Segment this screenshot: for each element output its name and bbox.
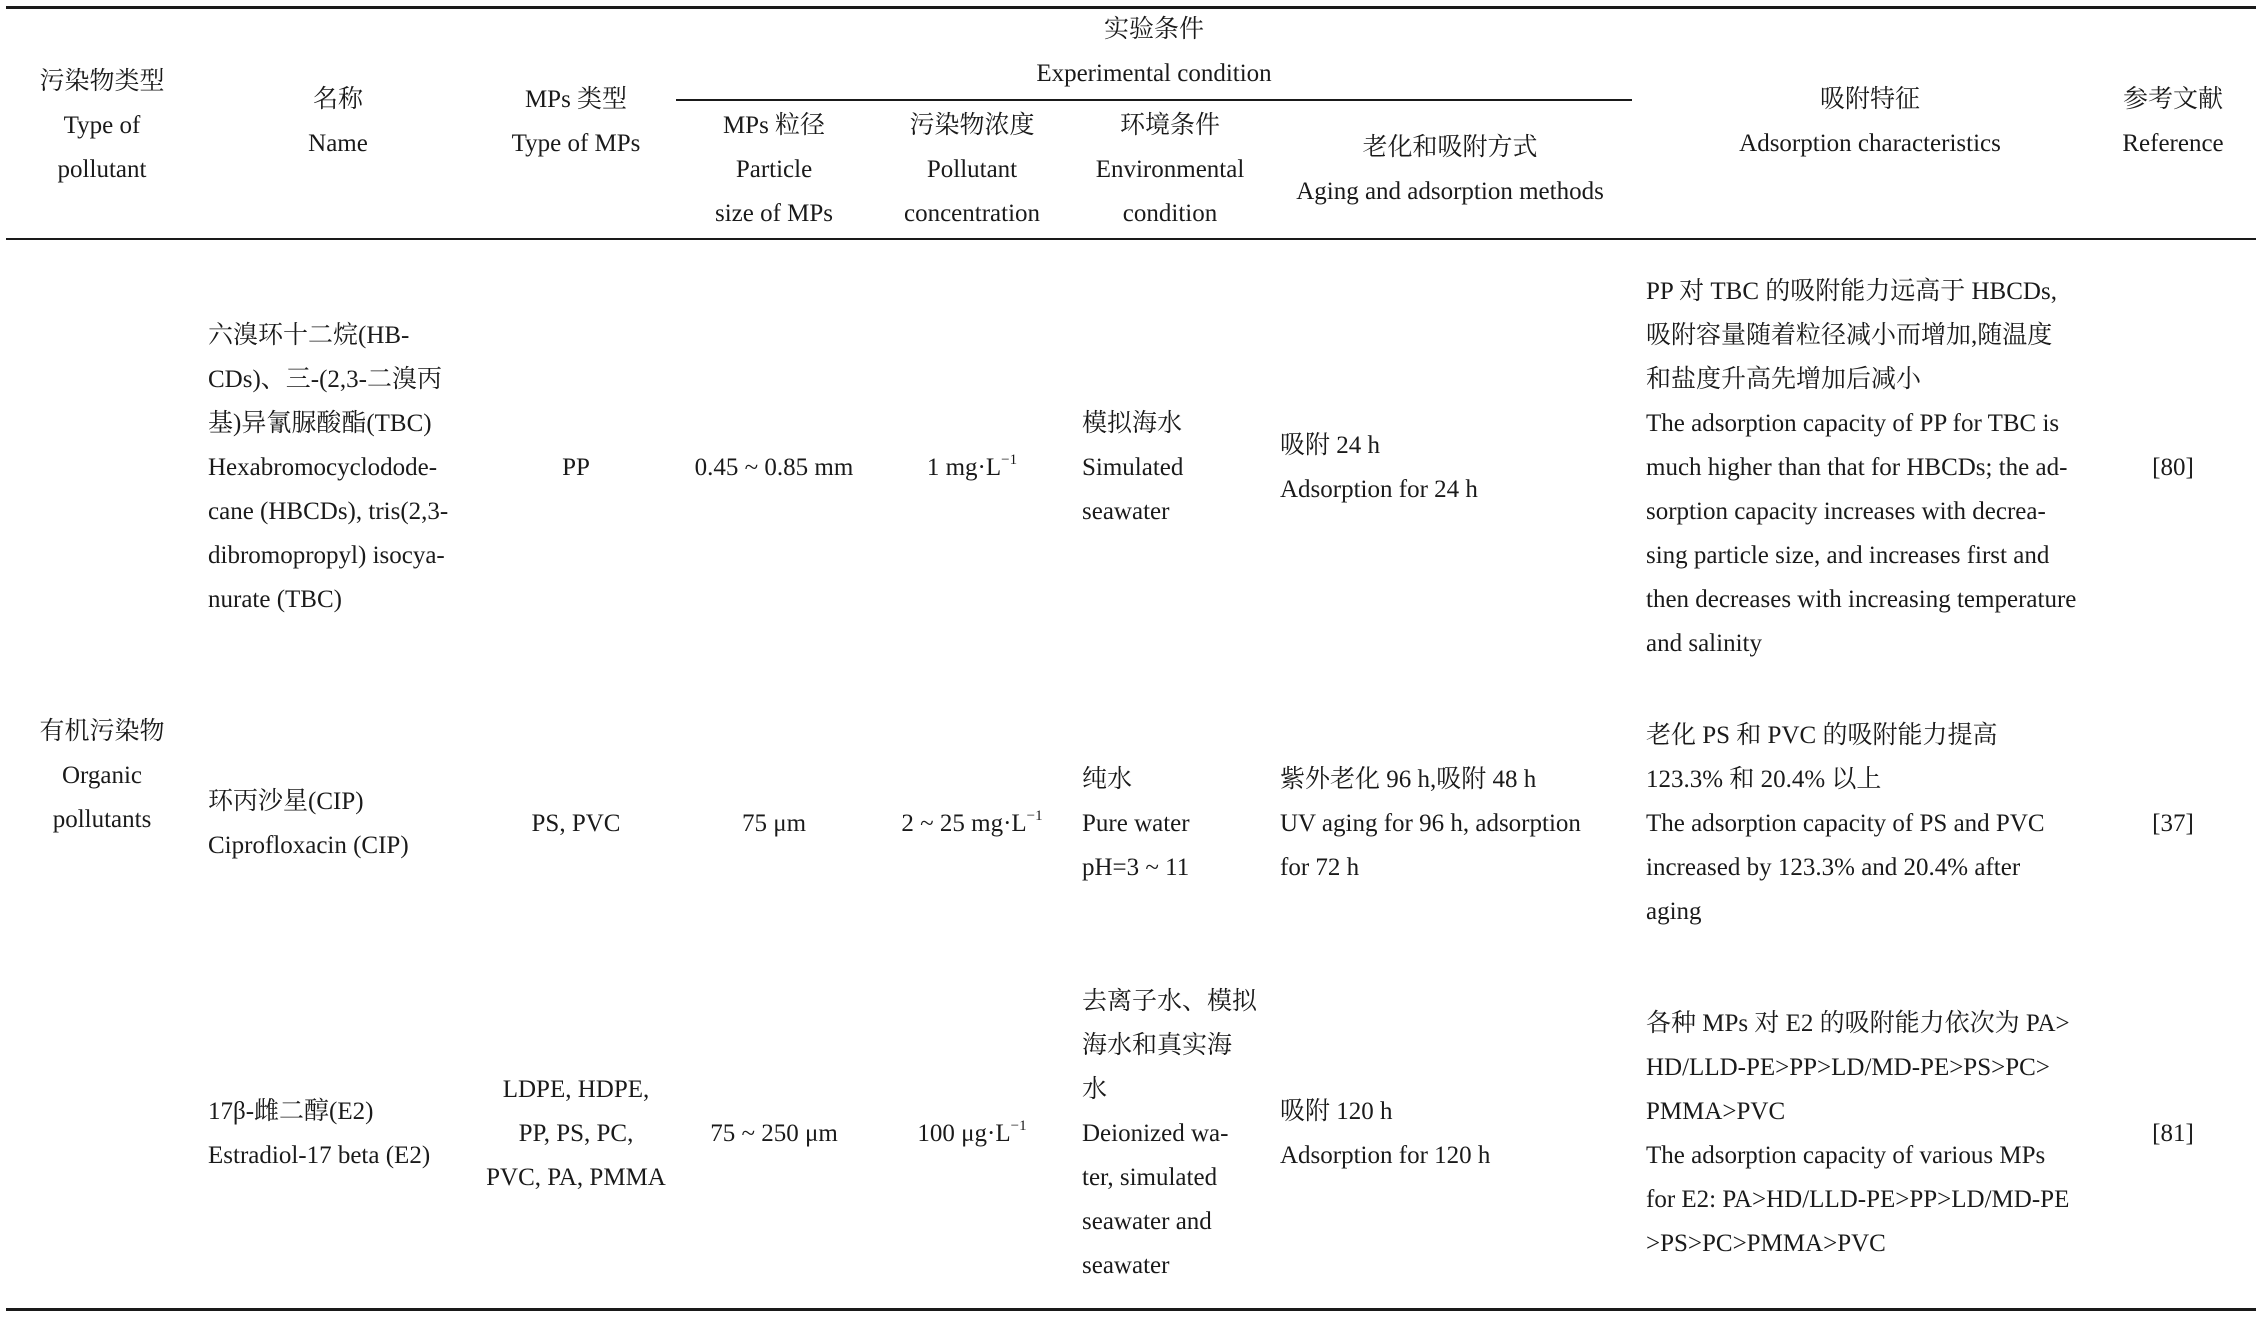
row-2-aging-method: 紫外老化 96 h,吸附 48 h UV aging for 96 h, adsorption for 72 h [1280, 766, 1581, 881]
row-1-environment: 模拟海水 Simulated seawater [1082, 410, 1184, 525]
row-2-reference: [37] [2152, 810, 2194, 837]
row-1-particle-size: 0.45 ~ 0.85 mm [694, 454, 854, 481]
header-rule [6, 238, 2256, 240]
header-environmental-condition: 环境条件 Environmental condition [1095, 112, 1245, 227]
row-1-concentration: 1 $mg\cdot L^{-1}$ [926, 451, 1018, 481]
header-pollutant-concentration: 污染物浓度 Pollutant concentration [903, 112, 1041, 227]
header-mps-type: MPs 类型 Type of MPs [511, 86, 641, 157]
header-reference: 参考文献 Reference [2122, 86, 2224, 157]
row-1-name: 六溴环十二烷(HB- CDs)、三-(2,3-二溴丙 基)异氰脲酸酯(TBC) Hexabromocyclodode- cane (HBCDs), tris(2,3- dibromopropyl) isocya- nurate (TBC) [208, 322, 449, 613]
row-2-particle-size: 75 μm [741, 810, 807, 837]
row-3-reference: [81] [2152, 1120, 2194, 1147]
experimental-condition-rule [676, 99, 1632, 101]
header-particle-size: MPs 粒径 Particle size of MPs [714, 112, 834, 227]
row-1-aging-method: 吸附 24 h Adsorption for 24 h [1280, 432, 1478, 503]
row-2-concentration: 2 ~ 25 $mg\cdot L^{-1}$ [901, 807, 1043, 837]
row-2-name: 环丙沙星(CIP) Ciprofloxacin (CIP) [208, 788, 409, 859]
row-2-adsorption: 老化 PS 和 PVC 的吸附能力提高 123.3% 和 20.4% 以上 The adsorption capacity of PS and PVC increased by 123.3% and 20.4% after aging [1646, 722, 2045, 925]
row-1-mps-type: PP [562, 454, 590, 481]
header-experimental-condition: 实验条件 Experimental condition [1036, 16, 1272, 87]
row-3-environment: 去离子水、模拟 海水和真实海 水 Deionized wa- ter, simulated seawater and seawater [1082, 988, 1258, 1279]
row-1-adsorption: PP 对 TBC 的吸附能力远高于 HBCDs, 吸附容量随着粒径减小而增加,随温度 和盐度升高先增加后减小 The adsorption capacity of PP for TBC is much higher than that for HBCDs; the ad- sorption capacity increases with decrea- sing particle size, and increases first and then decreases with increasing temperature and salinity [1646, 278, 2077, 657]
row-2-mps-type: PS, PVC [531, 810, 621, 837]
header-name: 名称 Name [308, 86, 368, 157]
row-3-aging-method: 吸附 120 h Adsorption for 120 h [1280, 1098, 1491, 1169]
group-organic-pollutants: 有机污染物 Organic pollutants [39, 718, 165, 833]
header-adsorption-characteristics: 吸附特征 Adsorption characteristics [1739, 86, 2001, 157]
row-3-adsorption: 各种 MPs 对 E2 的吸附能力依次为 PA> HD/LLD-PE>PP>LD/MD-PE>PS>PC> PMMA>PVC The adsorption capacity of various MPs for E2: PA>HD/LLD-PE>PP>LD/MD-PE >PS>PC>PMMA>PVC [1646, 1010, 2070, 1257]
header-aging-adsorption-methods: 老化和吸附方式 Aging and adsorption methods [1296, 134, 1604, 205]
row-3-concentration: 100 $\mu g\cdot L^{-1}$ [917, 1117, 1027, 1147]
bottom-rule [6, 1308, 2256, 1311]
row-3-name: 17β-雌二醇(E2) Estradiol-17 beta (E2) [208, 1098, 431, 1169]
row-2-environment: 纯水 Pure water pH=3 ~ 11 [1082, 766, 1190, 881]
row-1-reference: [80] [2152, 454, 2194, 481]
row-3-particle-size: 75 ~ 250 μm [710, 1120, 838, 1147]
row-3-mps-type: LDPE, HDPE, PP, PS, PC, PVC, PA, PMMA [486, 1076, 666, 1191]
header-pollutant-type: 污染物类型 Type of pollutant [39, 68, 165, 183]
